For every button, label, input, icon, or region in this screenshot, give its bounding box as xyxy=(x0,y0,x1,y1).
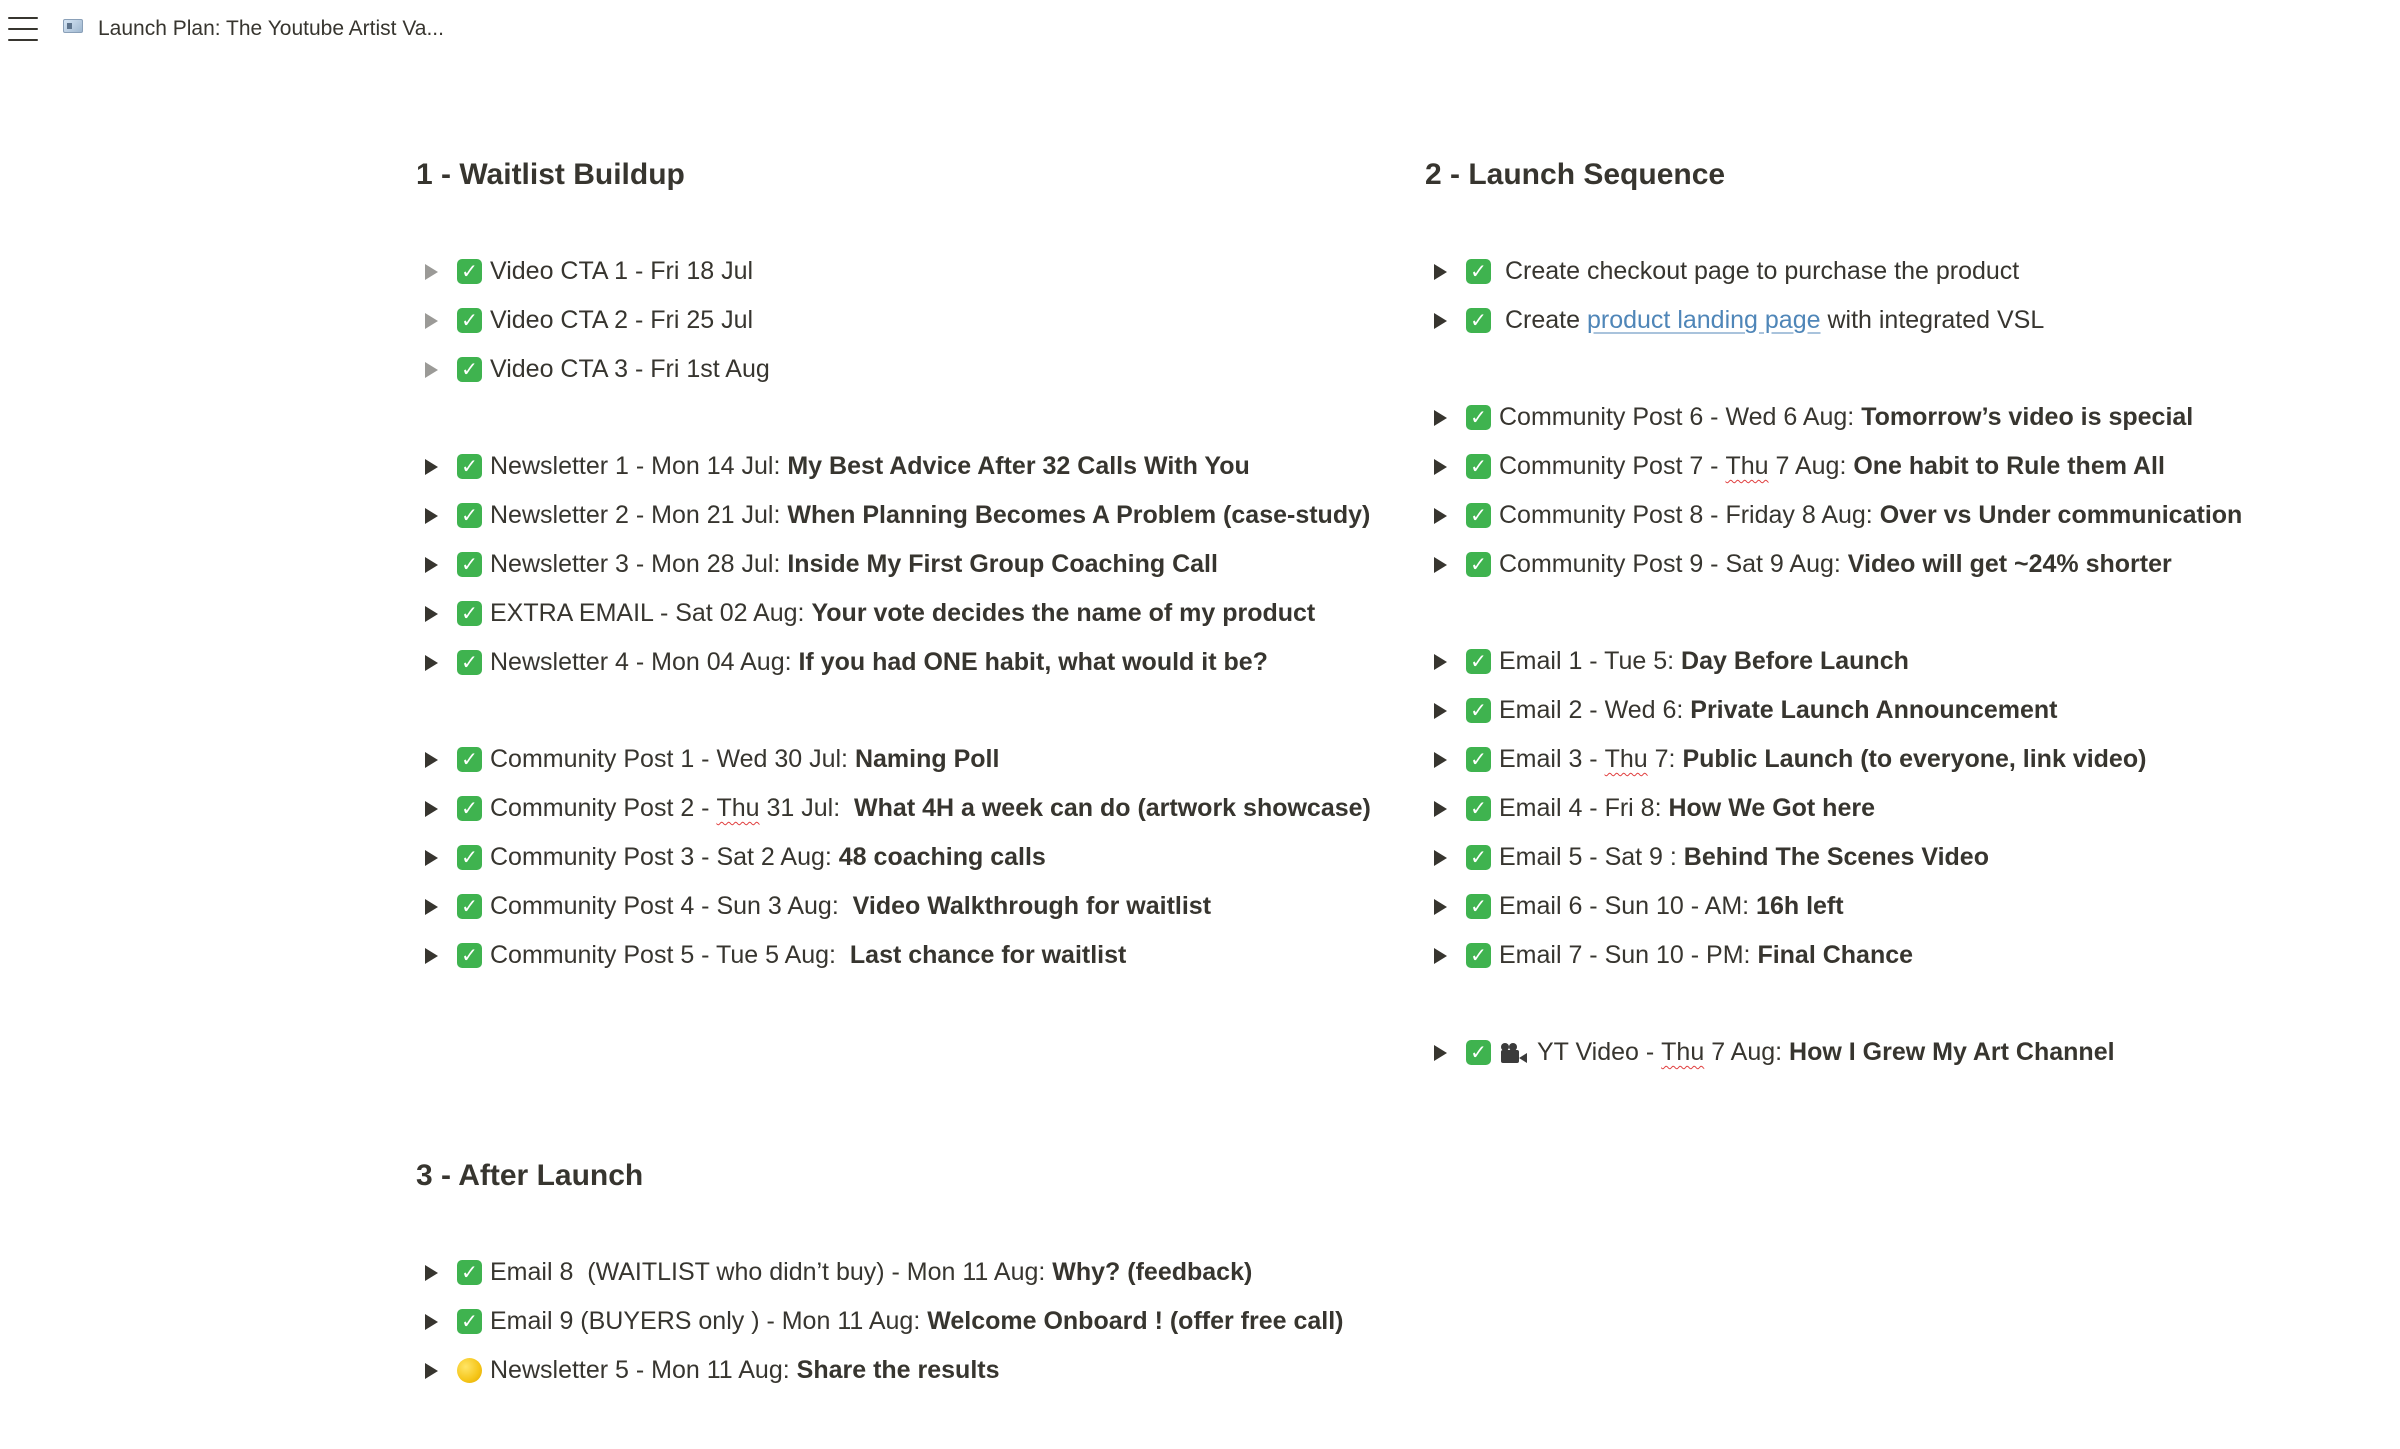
toggle-arrow-icon[interactable] xyxy=(425,362,438,378)
toggle-item[interactable] xyxy=(416,931,1376,980)
toggle-item[interactable] xyxy=(416,1248,1376,1297)
toggle-arrow-icon[interactable] xyxy=(1434,899,1447,915)
toggle-arrow-icon[interactable] xyxy=(1434,313,1447,329)
toggle-list xyxy=(416,247,1376,980)
check-mark-icon: ✓ xyxy=(1466,503,1491,528)
toggle-item[interactable] xyxy=(416,491,1376,540)
page-emoji-icon xyxy=(63,19,83,33)
item-day: Thu xyxy=(1725,452,1769,480)
check-mark-icon: ✓ xyxy=(457,259,482,284)
item-title: How We Got here xyxy=(1668,794,1875,822)
item-prefix: YT Video - xyxy=(1537,1038,1662,1066)
check-mark-icon: ✓ xyxy=(457,845,482,870)
toggle-arrow-icon[interactable] xyxy=(1434,801,1447,817)
toggle-arrow-icon[interactable] xyxy=(425,313,438,329)
toggle-item[interactable] xyxy=(416,1346,1376,1395)
section-launch-sequence xyxy=(1425,150,2385,1077)
item-prefix: Email 7 - Sun 10 - PM: xyxy=(1499,941,1758,969)
toggle-item[interactable] xyxy=(1425,931,2385,980)
item-prefix: 7: xyxy=(1647,745,1683,773)
section-heading: 3 - After Launch xyxy=(416,1159,644,1192)
toggle-arrow-icon[interactable] xyxy=(1434,459,1447,475)
toggle-arrow-icon[interactable] xyxy=(1434,654,1447,670)
item-title: Last chance for waitlist xyxy=(849,941,1127,969)
item-title: Final Chance xyxy=(1757,941,1914,969)
hamburger-menu-icon[interactable] xyxy=(8,17,38,41)
toggle-arrow-icon[interactable] xyxy=(425,850,438,866)
check-mark-icon: ✓ xyxy=(1466,698,1491,723)
item-prefix: Newsletter 3 - Mon 28 Jul: xyxy=(490,550,788,578)
toggle-arrow-icon[interactable] xyxy=(425,264,438,280)
item-prefix: Email 5 - Sat 9 : xyxy=(1499,843,1684,871)
item-prefix: 7 Aug: xyxy=(1704,1038,1790,1066)
item-title: Welcome Onboard ! (offer free call) xyxy=(927,1307,1344,1335)
item-text: Video CTA 3 - Fri 1st Aug xyxy=(490,355,770,383)
item-prefix: Community Post 1 - Wed 30 Jul: xyxy=(490,745,855,773)
toggle-arrow-icon[interactable] xyxy=(425,1265,438,1281)
toggle-arrow-icon[interactable] xyxy=(1434,264,1447,280)
item-prefix: Community Post 3 - Sat 2 Aug: xyxy=(490,843,839,871)
toggle-arrow-icon[interactable] xyxy=(1434,410,1447,426)
toggle-arrow-icon[interactable] xyxy=(425,948,438,964)
top-bar xyxy=(0,0,2400,58)
item-prefix: Create xyxy=(1505,306,1587,334)
check-mark-icon: ✓ xyxy=(1466,747,1491,772)
toggle-arrow-icon[interactable] xyxy=(425,459,438,475)
item-prefix: Community Post 7 - xyxy=(1499,452,1726,480)
toggle-item[interactable] xyxy=(416,345,1376,394)
check-mark-icon: ✓ xyxy=(1466,259,1491,284)
item-title: If you had ONE habit, what would it be? xyxy=(798,648,1268,676)
check-mark-icon: ✓ xyxy=(1466,943,1491,968)
check-mark-icon: ✓ xyxy=(1466,1040,1491,1065)
item-prefix: Newsletter 2 - Mon 21 Jul: xyxy=(490,501,788,529)
item-title: Inside My First Group Coaching Call xyxy=(787,550,1218,578)
toggle-item[interactable] xyxy=(416,735,1376,784)
check-mark-icon: ✓ xyxy=(457,308,482,333)
check-mark-icon: ✓ xyxy=(457,454,482,479)
item-title: Why? (feedback) xyxy=(1052,1258,1253,1286)
check-mark-icon: ✓ xyxy=(457,1309,482,1334)
toggle-arrow-icon[interactable] xyxy=(1434,508,1447,524)
item-prefix: Community Post 4 - Sun 3 Aug: xyxy=(490,892,853,920)
section-heading: 1 - Waitlist Buildup xyxy=(416,158,685,191)
toggle-item[interactable] xyxy=(416,638,1376,687)
item-prefix: Community Post 5 - Tue 5 Aug: xyxy=(490,941,850,969)
check-mark-icon: ✓ xyxy=(457,552,482,577)
toggle-item[interactable] xyxy=(416,296,1376,345)
toggle-item[interactable] xyxy=(1425,833,2385,882)
check-mark-icon: ✓ xyxy=(1466,845,1491,870)
item-title: Video will get ~24% shorter xyxy=(1847,550,2172,578)
item-prefix: Community Post 9 - Sat 9 Aug: xyxy=(1499,550,1848,578)
item-prefix: Newsletter 4 - Mon 04 Aug: xyxy=(490,648,799,676)
item-title: 48 coaching calls xyxy=(838,843,1046,871)
item-title: Naming Poll xyxy=(854,745,1000,773)
toggle-arrow-icon[interactable] xyxy=(1434,557,1447,573)
check-mark-icon: ✓ xyxy=(457,357,482,382)
item-title: Public Launch (to everyone, link video) xyxy=(1682,745,2147,773)
toggle-arrow-icon[interactable] xyxy=(1434,752,1447,768)
toggle-item[interactable] xyxy=(1425,882,2385,931)
item-text: Video CTA 1 - Fri 18 Jul xyxy=(490,257,754,285)
toggle-arrow-icon[interactable] xyxy=(425,508,438,524)
check-mark-icon: ✓ xyxy=(1466,649,1491,674)
toggle-item[interactable] xyxy=(1425,735,2385,784)
toggle-arrow-icon[interactable] xyxy=(425,606,438,622)
item-prefix: Newsletter 1 - Mon 14 Jul: xyxy=(490,452,788,480)
item-day: Thu xyxy=(1604,745,1648,773)
toggle-arrow-icon[interactable] xyxy=(425,1363,438,1379)
toggle-arrow-icon[interactable] xyxy=(1434,850,1447,866)
section-heading: 2 - Launch Sequence xyxy=(1425,158,1726,191)
toggle-item[interactable] xyxy=(1425,540,2385,589)
item-day: Thu xyxy=(716,794,760,822)
item-title: How I Grew My Art Channel xyxy=(1789,1038,2115,1066)
item-title: Over vs Under communication xyxy=(1879,501,2243,529)
check-mark-icon: ✓ xyxy=(1466,308,1491,333)
item-prefix: 7 Aug: xyxy=(1768,452,1854,480)
toggle-arrow-icon[interactable] xyxy=(1434,1045,1447,1061)
item-text: Video CTA 2 - Fri 25 Jul xyxy=(490,306,754,334)
item-title: Your vote decides the name of my product xyxy=(811,599,1316,627)
toggle-arrow-icon[interactable] xyxy=(425,1314,438,1330)
item-title: Share the results xyxy=(796,1356,1000,1384)
toggle-item[interactable] xyxy=(1425,296,2385,345)
item-suffix: with integrated VSL xyxy=(1820,306,2045,334)
item-prefix: Email 2 - Wed 6: xyxy=(1499,696,1691,724)
yellow-circle-icon xyxy=(457,1358,482,1383)
toggle-item[interactable] xyxy=(1425,491,2385,540)
toggle-arrow-icon[interactable] xyxy=(425,655,438,671)
toggle-item[interactable] xyxy=(1425,1028,2385,1077)
item-prefix: 31 Jul: xyxy=(759,794,855,822)
toggle-arrow-icon[interactable] xyxy=(425,801,438,817)
item-prefix: Newsletter 5 - Mon 11 Aug: xyxy=(490,1356,797,1384)
toggle-item[interactable] xyxy=(1425,686,2385,735)
section-waitlist-buildup xyxy=(416,150,1376,980)
check-mark-icon: ✓ xyxy=(1466,454,1491,479)
item-title: Private Launch Announcement xyxy=(1690,696,2058,724)
check-mark-icon: ✓ xyxy=(1466,894,1491,919)
toggle-item[interactable] xyxy=(1425,247,2385,296)
item-title: 16h left xyxy=(1756,892,1844,920)
toggle-item[interactable] xyxy=(416,833,1376,882)
toggle-item[interactable] xyxy=(1425,393,2385,442)
toggle-item[interactable] xyxy=(416,1297,1376,1346)
item-prefix: Email 9 (BUYERS only ) - Mon 11 Aug: xyxy=(490,1307,928,1335)
item-title: One habit to Rule them All xyxy=(1853,452,2165,480)
item-prefix: EXTRA EMAIL - Sat 02 Aug: xyxy=(490,599,812,627)
item-prefix: Email 1 - Tue 5: xyxy=(1499,647,1682,675)
item-title: Video Walkthrough for waitlist xyxy=(852,892,1212,920)
item-title: What 4H a week can do (artwork showcase) xyxy=(854,794,1371,822)
toggle-item[interactable] xyxy=(416,589,1376,638)
check-mark-icon: ✓ xyxy=(1466,552,1491,577)
page-title[interactable]: Launch Plan: The Youtube Artist Va... xyxy=(98,17,444,40)
check-mark-icon: ✓ xyxy=(457,503,482,528)
item-prefix: Email 3 - xyxy=(1499,745,1605,773)
toggle-arrow-icon[interactable] xyxy=(425,557,438,573)
item-prefix: Email 8 (WAITLIST who didn’t buy) - Mon 11 Aug: xyxy=(490,1258,1053,1286)
item-title: Tomorrow’s video is special xyxy=(1861,403,2194,431)
toggle-list xyxy=(1425,247,2385,1077)
check-mark-icon: ✓ xyxy=(457,650,482,675)
check-mark-icon: ✓ xyxy=(457,796,482,821)
item-title: Day Before Launch xyxy=(1681,647,1909,675)
item-title: When Planning Becomes A Problem (case-study) xyxy=(787,501,1371,529)
check-mark-icon: ✓ xyxy=(457,601,482,626)
toggle-item[interactable] xyxy=(1425,784,2385,833)
toggle-arrow-icon[interactable] xyxy=(1434,948,1447,964)
item-text: Create checkout page to purchase the product xyxy=(1505,257,2020,285)
item-day: Thu xyxy=(1661,1038,1705,1066)
toggle-item[interactable] xyxy=(1425,637,2385,686)
toggle-item[interactable] xyxy=(416,882,1376,931)
item-title: Behind The Scenes Video xyxy=(1683,843,1989,871)
toggle-item[interactable] xyxy=(416,784,1376,833)
check-mark-icon: ✓ xyxy=(1466,796,1491,821)
toggle-item[interactable] xyxy=(416,540,1376,589)
check-mark-icon: ✓ xyxy=(1466,405,1491,430)
item-prefix: Email 6 - Sun 10 - AM: xyxy=(1499,892,1757,920)
check-mark-icon: ✓ xyxy=(457,894,482,919)
toggle-arrow-icon[interactable] xyxy=(425,752,438,768)
toggle-arrow-icon[interactable] xyxy=(425,899,438,915)
item-prefix: Community Post 6 - Wed 6 Aug: xyxy=(1499,403,1862,431)
toggle-item[interactable] xyxy=(416,247,1376,296)
toggle-list xyxy=(416,1248,1376,1395)
item-prefix: Community Post 2 - xyxy=(490,794,717,822)
check-mark-icon: ✓ xyxy=(457,1260,482,1285)
toggle-item[interactable] xyxy=(416,442,1376,491)
item-prefix: Email 4 - Fri 8: xyxy=(1499,794,1669,822)
section-after-launch xyxy=(416,1151,1376,1395)
check-mark-icon: ✓ xyxy=(457,747,482,772)
movie-camera-icon xyxy=(1501,1043,1527,1063)
product-landing-page-link[interactable]: product landing page xyxy=(1586,306,1821,334)
item-title: My Best Advice After 32 Calls With You xyxy=(787,452,1250,480)
check-mark-icon: ✓ xyxy=(457,943,482,968)
item-prefix: Community Post 8 - Friday 8 Aug: xyxy=(1499,501,1880,529)
toggle-item[interactable] xyxy=(1425,442,2385,491)
toggle-arrow-icon[interactable] xyxy=(1434,703,1447,719)
